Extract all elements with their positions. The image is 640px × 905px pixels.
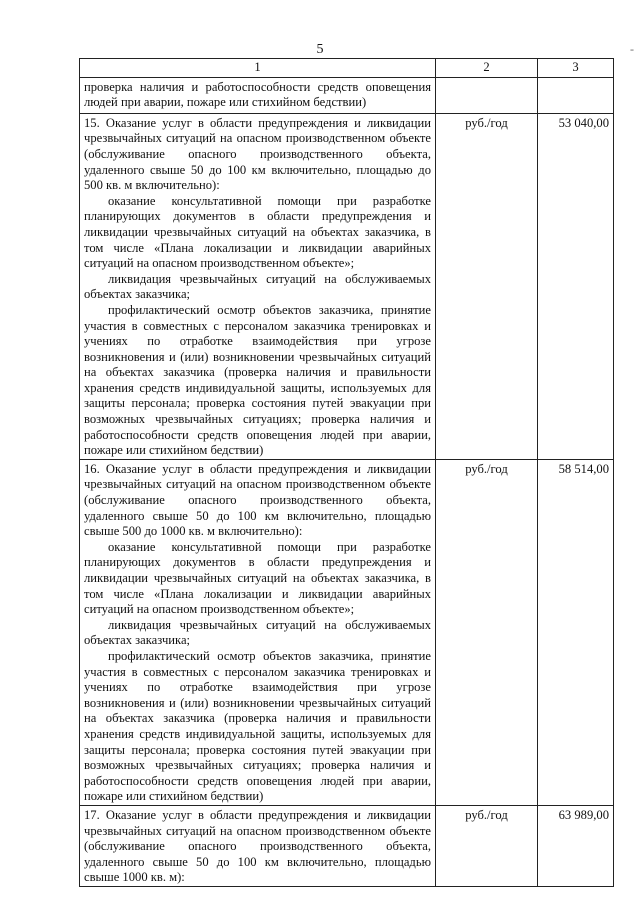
price-table [79,58,614,887]
continuation-unit-cell [436,77,538,113]
margin-mark: - [630,42,634,56]
table-row-item-16 [80,459,614,805]
item-title: 15. Оказание услуг в области предупреждения и ликвидации чрезвычайных ситуаций на опасном производственном объекте (обслуживание опасного производственного объекта, удаленного свыше 50 до 100 км включительно, площадью до 500 кв. м включительно): [84,115,431,193]
item-price: 58 514,00 [538,459,614,805]
continuation-text: проверка наличия и работоспособности средств оповещения людей при аварии, пожаре или стихийном бедствии) [84,79,431,110]
item-paragraph: профилактический осмотр объектов заказчика, принятие участия в совместных с персоналом заказчика тренировках и учениях по отработке взаимодействия при угрозе возникновения и (или) возникновении чрезвычайных ситуаций на объектах заказчика (проверка наличия и правильности хранения средств индивидуальной защиты, используемых для защиты персонала; проверка состояния путей эвакуации при возможных чрезвычайных ситуациях; проверка наличия и работоспособности средств оповещения людей при аварии, пожаре или стихийном бедствии) [84,648,431,804]
item-paragraph: оказание консультативной помощи при разработке планирующих документов в области предупреждения и ликвидации чрезвычайных ситуаций на объектах заказчика, в том числе «Плана локализации и ликвидации аварийных ситуаций на опасном производственном объекте»; [84,539,431,617]
item-15-description [80,113,436,459]
header-row [80,59,614,78]
continuation-cell [80,77,436,113]
header-col-3: 3 [538,59,614,78]
page-number: 5 [316,42,324,57]
item-price: 63 989,00 [538,805,614,886]
item-price: 53 040,00 [538,113,614,459]
table-row-item-17 [80,805,614,886]
item-unit: руб./год [436,459,538,805]
table-row-item-15 [80,113,614,459]
item-title: 16. Оказание услуг в области предупреждения и ликвидации чрезвычайных ситуаций на опасном производственном объекте (обслуживание опасного производственного объекта, удаленного свыше 50 до 100 км включительно, площадью свыше 500 до 1000 кв. м включительно): [84,461,431,539]
item-unit: руб./год [436,113,538,459]
item-17-description [80,805,436,886]
header-col-1: 1 [80,59,436,78]
item-paragraph: ликвидация чрезвычайных ситуаций на обслуживаемых объектах заказчика; [84,617,431,648]
item-paragraph: оказание консультативной помощи при разработке планирующих документов в области предупреждения и ликвидации чрезвычайных ситуаций на объектах заказчика, в том числе «Плана локализации и ликвидации аварийных ситуаций на опасном производственном объекте»; [84,193,431,271]
item-title: 17. Оказание услуг в области предупреждения и ликвидации чрезвычайных ситуаций на опасном производственном объекте (обслуживание опасного производственного объекта, удаленного свыше 50 до 100 км включительно, площадью свыше 1000 кв. м): [84,807,431,885]
item-16-description [80,459,436,805]
table-row-continuation [80,77,614,113]
item-unit: руб./год [436,805,538,886]
item-paragraph: ликвидация чрезвычайных ситуаций на обслуживаемых объектах заказчика; [84,271,431,302]
continuation-price-cell [538,77,614,113]
item-paragraph: профилактический осмотр объектов заказчика, принятие участия в совместных с персоналом заказчика тренировках и учениях по отработке взаимодействия при угрозе возникновения и (или) возникновении чрезвычайных ситуаций на объектах заказчика (проверка наличия и правильности хранения средств индивидуальной защиты, используемых для защиты персонала; проверка состояния путей эвакуации при возможных чрезвычайных ситуациях; проверка наличия и работоспособности средств оповещения людей при аварии, пожаре или стихийном бедствии) [84,302,431,458]
header-col-2: 2 [436,59,538,78]
